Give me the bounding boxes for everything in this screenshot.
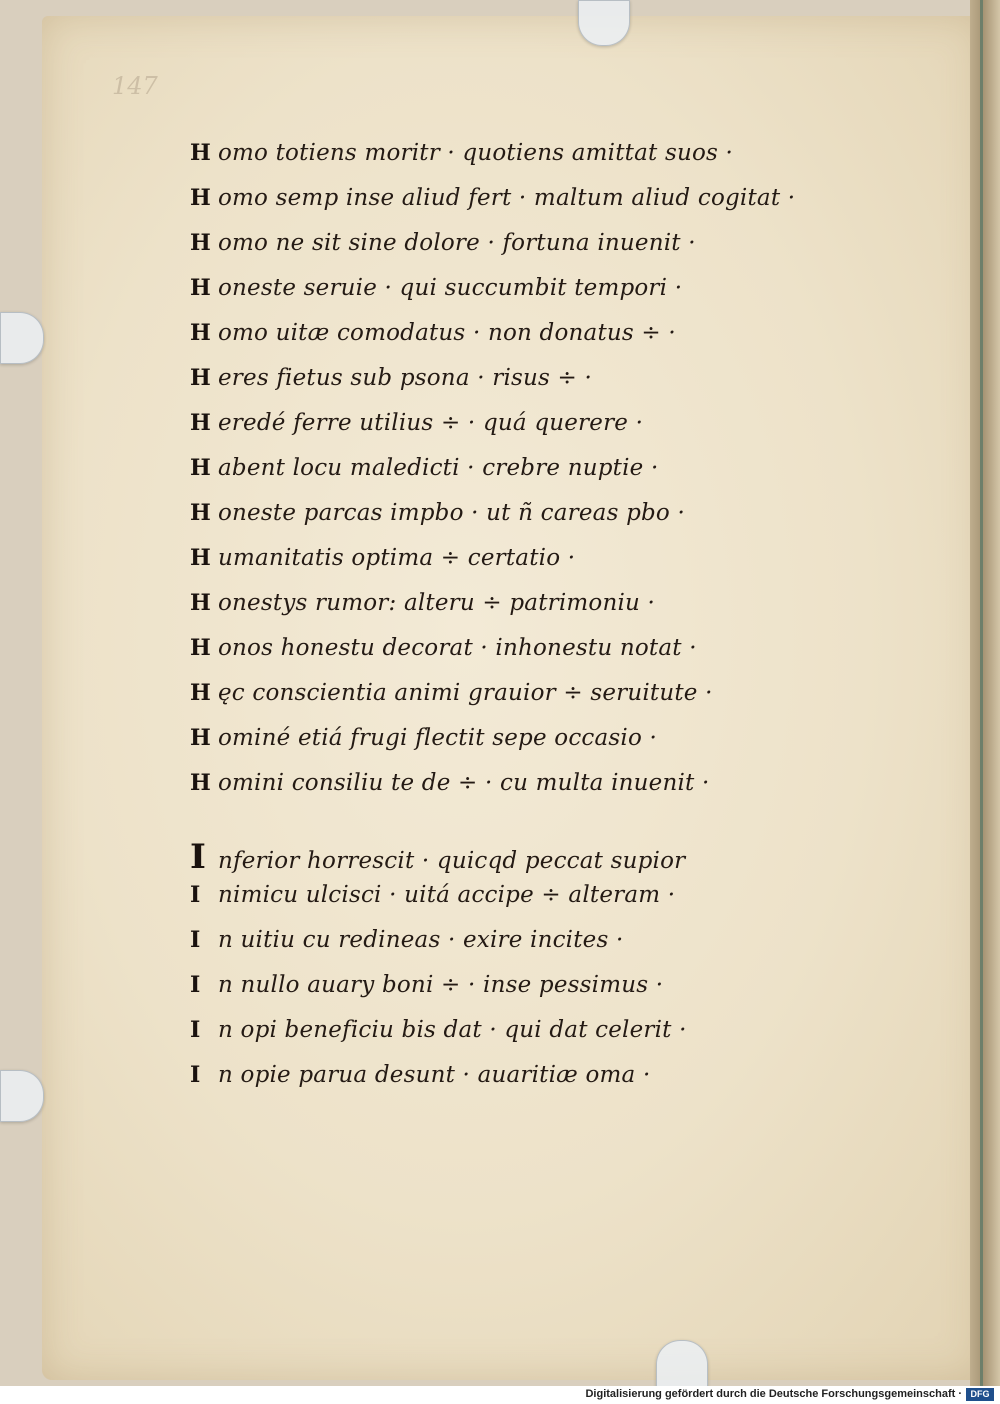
binding-spine — [970, 0, 1000, 1386]
verse-line — [190, 410, 810, 455]
verse-initial: I — [190, 972, 201, 998]
section-h-verses — [190, 140, 810, 815]
glass-clip-top — [578, 0, 630, 46]
verse-text: nimicu ulcisci · uitá accipe ÷ alteram · — [218, 882, 676, 908]
verse-text: omo ne sit sine dolore · fortuna inuenit · — [218, 230, 696, 256]
verse-initial: H — [190, 590, 211, 616]
verse-text: umanitatis optima ÷ certatio · — [218, 545, 576, 571]
verse-initial: H — [190, 770, 211, 796]
verse-initial: H — [190, 185, 211, 211]
text-block — [190, 140, 810, 1107]
verse-text: n nullo auary boni ÷ · inse pessimus · — [218, 972, 664, 998]
verse-line — [190, 837, 810, 882]
verse-line — [190, 365, 810, 410]
verse-text: ęc conscientia animi grauior ÷ seruitute · — [218, 680, 713, 706]
verse-text: onestys rumor: alteru ÷ patrimoniu · — [218, 590, 656, 616]
verse-line — [190, 545, 810, 590]
verse-text: oneste seruie · qui succumbit tempori · — [218, 275, 683, 301]
verse-initial: H — [190, 320, 211, 346]
folio-number: 147 — [112, 72, 158, 100]
verse-initial: H — [190, 680, 211, 706]
verse-line — [190, 275, 810, 320]
verse-initial: I — [190, 1017, 201, 1043]
verse-text: n opie parua desunt · auaritiæ oma · — [218, 1062, 651, 1088]
verse-initial: H — [190, 140, 211, 166]
verse-initial: H — [190, 500, 211, 526]
verse-initial: H — [190, 545, 211, 571]
glass-clip-bottom — [656, 1340, 708, 1388]
verse-text: omini consiliu te de ÷ · cu multa inuenit · — [218, 770, 710, 796]
verse-line — [190, 972, 810, 1017]
section-i-verses — [190, 837, 810, 1107]
verse-initial: I — [190, 927, 201, 953]
verse-initial: H — [190, 635, 211, 661]
verse-initial: H — [190, 410, 211, 436]
verse-line — [190, 230, 810, 275]
verse-text: n opi beneficiu bis dat · qui dat celerit · — [218, 1017, 687, 1043]
verse-initial: I — [190, 837, 206, 877]
verse-text: omo uitæ comodatus · non donatus ÷ · — [218, 320, 676, 346]
verse-line — [190, 1017, 810, 1062]
verse-text: onos honestu decorat · inhonestu notat · — [218, 635, 697, 661]
verse-line — [190, 500, 810, 545]
verse-text: eredé ferre utilius ÷ · quá querere · — [218, 410, 644, 436]
verse-line — [190, 320, 810, 365]
verse-line — [190, 927, 810, 972]
footer-credit: Digitalisierung gefördert durch die Deutsche Forschungsgemeinschaft · — [585, 1388, 962, 1400]
verse-text: omo totiens moritr · quotiens amittat suos · — [218, 140, 734, 166]
verse-text: abent locu maledicti · crebre nuptie · — [218, 455, 659, 481]
verse-initial: H — [190, 230, 211, 256]
verse-text: eres fietus sub psona · risus ÷ · — [218, 365, 593, 391]
glass-clip-left-lower — [0, 1070, 44, 1122]
verse-text: omo semp inse aliud fert · maltum aliud cogitat · — [218, 185, 796, 211]
verse-text: n uitiu cu redineas · exire incites · — [218, 927, 624, 953]
verse-line — [190, 680, 810, 725]
verse-initial: H — [190, 455, 211, 481]
verse-line — [190, 635, 810, 680]
verse-initial: H — [190, 275, 211, 301]
binding-edge — [980, 0, 983, 1386]
verse-initial: H — [190, 365, 211, 391]
verse-line — [190, 140, 810, 185]
verse-initial: I — [190, 1062, 201, 1088]
verse-initial: I — [190, 882, 201, 908]
verse-line — [190, 1062, 810, 1107]
verse-text: nferior horrescit · quicqd peccat supior — [218, 848, 686, 874]
verse-text: oneste parcas impbo · ut ñ careas pbo · — [218, 500, 686, 526]
verse-initial: H — [190, 725, 211, 751]
glass-clip-left-upper — [0, 312, 44, 364]
verse-line — [190, 455, 810, 500]
verse-line — [190, 590, 810, 635]
verse-line — [190, 882, 810, 927]
verse-line — [190, 185, 810, 230]
verse-text: ominé etiá frugi flectit sepe occasio · — [218, 725, 658, 751]
verse-line — [190, 725, 810, 770]
dfg-logo: DFG — [966, 1388, 994, 1401]
verse-line — [190, 770, 810, 815]
